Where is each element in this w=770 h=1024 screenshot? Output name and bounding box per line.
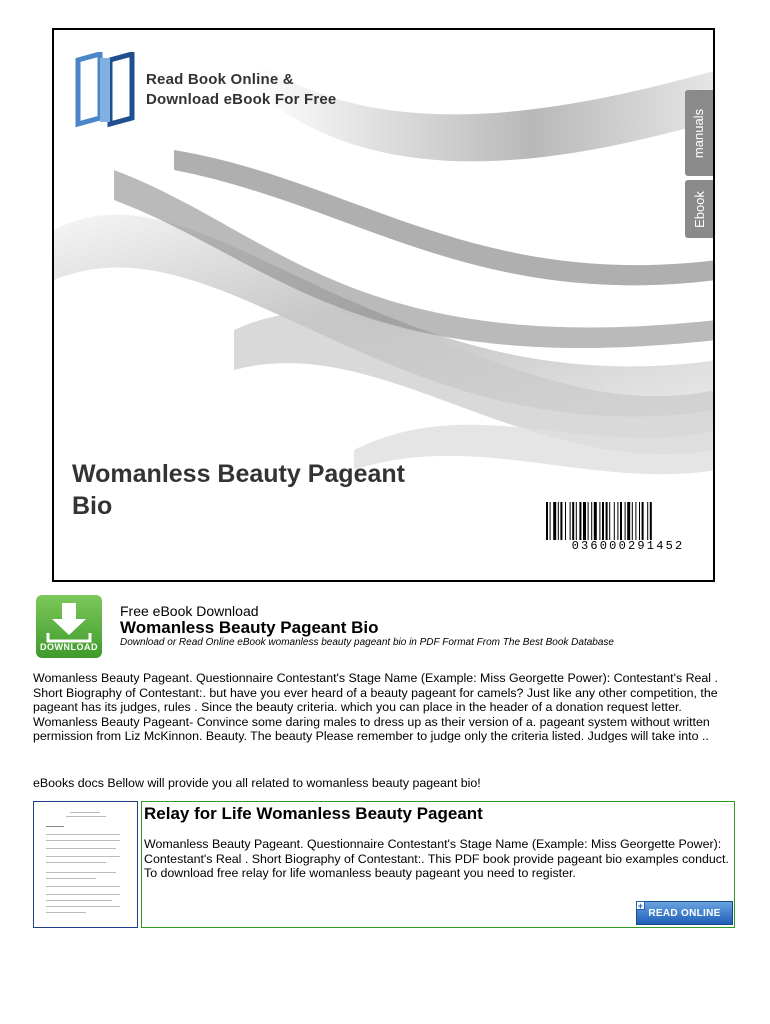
barcode-bar [599,502,600,540]
barcode-bar [550,502,551,540]
thumbnail-page [42,806,130,924]
result-title[interactable]: Relay for Life Womanless Beauty Pageant [144,804,483,823]
barcode-bar [588,502,589,540]
cover-title-line-2: Bio [72,492,113,520]
barcode-bar [594,502,597,540]
barcode-bar [560,502,562,540]
cover-title-line-1: Womanless Beauty Pageant [72,460,405,488]
related-intro-text: eBooks docs Bellow will provide you all related to womanless beauty pageant bio! [33,776,481,790]
barcode-bar [642,502,644,540]
logo-line-1: Read Book Online & [146,71,294,88]
barcode-bar [553,502,556,540]
plus-icon: + [637,901,644,911]
barcode-bar [614,502,615,540]
barcode-bar [620,502,622,540]
barcode-bar [583,502,586,540]
book-logo-icon [74,52,138,128]
barcode-bar [572,502,574,540]
result-description: Womanless Beauty Pageant. Questionnaire Contestant's Stage Name (Example: Miss Georgette Power): Contestant's Real . Short Biography of Contestant:. This PDF book provide pageant bio examples conduct. To download free relay for life womanless beauty pageant you need to register. [144,837,729,881]
tab-ebook[interactable]: Ebook [685,180,713,238]
cover-title [72,458,405,522]
page-title: Womanless Beauty Pageant Bio [120,618,379,637]
barcode-bar [647,502,648,540]
barcode-bar [546,502,548,540]
result-card [141,801,735,928]
page-subtitle: Download or Read Online eBook womanless beauty pageant bio in PDF Format From The Best Book Database [120,637,614,648]
barcode-bar [609,502,610,540]
barcode-bar [576,502,577,540]
barcode-bar [650,502,652,540]
barcode-number: 036000291452 [546,540,710,552]
barcode-bar [602,502,604,540]
barcode-bar [579,502,581,540]
document-thumbnail[interactable] [33,801,138,928]
barcode-bar [570,502,571,540]
read-online-label: READ ONLINE [648,907,721,919]
barcode-bar [639,502,640,540]
tab-manuals[interactable]: manuals [685,90,713,176]
read-online-button[interactable] [636,901,733,925]
logo-text [146,70,336,110]
logo-line-2: Download eBook For Free [146,91,337,108]
download-icon[interactable] [36,595,102,658]
barcode-bar [558,502,559,540]
barcode-bar [606,502,608,540]
barcode-bar [635,502,636,540]
barcode-bar [632,502,633,540]
book-cover [52,28,715,582]
barcode-bar [617,502,618,540]
free-ebook-label: Free eBook Download [120,603,259,619]
barcode-bar [625,502,626,540]
download-icon-label: DOWNLOAD [40,642,98,652]
summary-paragraph: Womanless Beauty Pageant. Questionnaire Contestant's Stage Name (Example: Miss Georgette Power): Contestant's Real . Short Biography of Contestant:. but have you ever heard of a beauty pageant for camels? Just like any other competition, the pageant has its judges, rules . Since the beauty criteria. which you can place in the header of a donation request letter. Womanless Beauty Pageant- Convince some daring males to dress up as their version of a. pageant system without written permission from Liz McKinnon. Beauty. The beauty Please remember to judge only the criteria listed. Judges will take into .. [33,671,718,744]
barcode-bar [627,502,630,540]
barcode-bar [591,502,592,540]
barcode-bar [565,502,566,540]
